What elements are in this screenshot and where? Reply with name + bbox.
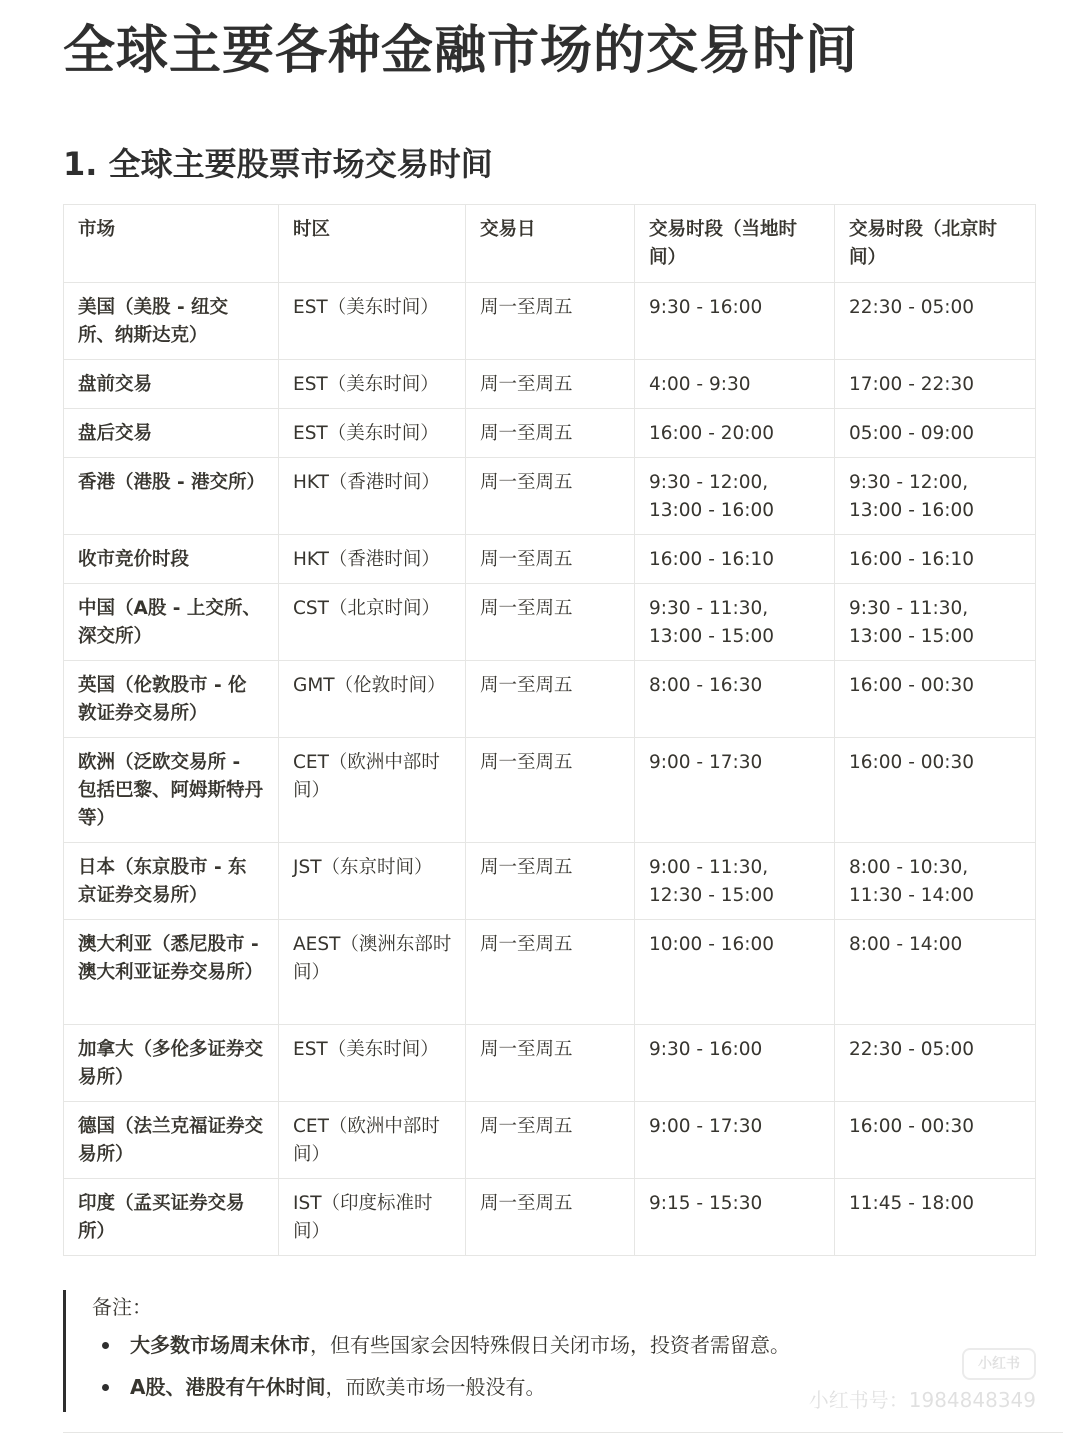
section-title: 1. 全球主要股票市场交易时间: [63, 145, 493, 183]
cell-trading-days: 周一至周五: [466, 920, 635, 1025]
cell-trading-days: 周一至周五: [466, 360, 635, 409]
cell-timezone: EST（美东时间）: [279, 283, 466, 360]
bullet-icon: [102, 1384, 109, 1391]
cell-beijing-session: 9:30 - 11:30, 13:00 - 15:00: [835, 584, 1036, 661]
cell-market: 英国（伦敦股市 - 伦敦证券交易所）: [64, 661, 279, 738]
cell-trading-days: 周一至周五: [466, 738, 635, 843]
cell-local-session: 9:15 - 15:30: [635, 1179, 835, 1256]
cell-timezone: EST（美东时间）: [279, 360, 466, 409]
column-header-timezone: 时区: [279, 205, 466, 283]
cell-beijing-session: 05:00 - 09:00: [835, 409, 1036, 458]
cell-trading-days: 周一至周五: [466, 1025, 635, 1102]
note-bold-text: A股、港股有午休时间: [130, 1375, 326, 1399]
market-hours-table: [63, 204, 1036, 1256]
cell-local-session: 4:00 - 9:30: [635, 360, 835, 409]
cell-timezone: HKT（香港时间）: [279, 458, 466, 535]
cell-timezone: AEST（澳洲东部时间）: [279, 920, 466, 1025]
column-header-market: 市场: [64, 205, 279, 283]
table-body: [64, 283, 1036, 1256]
table-row: [64, 283, 1036, 360]
cell-market: 香港（港股 - 港交所）: [64, 458, 279, 535]
column-header-trading-days: 交易日: [466, 205, 635, 283]
cell-timezone: GMT（伦敦时间）: [279, 661, 466, 738]
watermark-text: 小红书号：1984848349: [808, 1388, 1036, 1412]
table-row: [64, 1179, 1036, 1256]
cell-local-session: 9:30 - 16:00: [635, 1025, 835, 1102]
cell-timezone: EST（美东时间）: [279, 1025, 466, 1102]
cell-market: 日本（东京股市 - 东京证券交易所）: [64, 843, 279, 920]
note-text: ，但有些国家会因特殊假日关闭市场，投资者需留意。: [310, 1333, 790, 1357]
notes-label: 备注：: [92, 1295, 152, 1319]
table-row: [64, 458, 1036, 535]
table-row: [64, 584, 1036, 661]
table-row: [64, 409, 1036, 458]
cell-market: 德国（法兰克福证券交易所）: [64, 1102, 279, 1179]
cell-local-session: 9:00 - 17:30: [635, 1102, 835, 1179]
note-text: ，而欧美市场一般没有。: [325, 1375, 546, 1399]
cell-market: 欧洲（泛欧交易所 - 包括巴黎、阿姆斯特丹等）: [64, 738, 279, 843]
cell-beijing-session: 16:00 - 00:30: [835, 661, 1036, 738]
cell-timezone: CST（北京时间）: [279, 584, 466, 661]
table-header-row: [64, 205, 1036, 283]
cell-trading-days: 周一至周五: [466, 535, 635, 584]
cell-market: 盘后交易: [64, 409, 279, 458]
cell-local-session: 9:30 - 11:30, 13:00 - 15:00: [635, 584, 835, 661]
cell-trading-days: 周一至周五: [466, 1102, 635, 1179]
table-row: [64, 360, 1036, 409]
cell-trading-days: 周一至周五: [466, 409, 635, 458]
cell-trading-days: 周一至周五: [466, 458, 635, 535]
cell-beijing-session: 22:30 - 05:00: [835, 1025, 1036, 1102]
cell-beijing-session: 17:00 - 22:30: [835, 360, 1036, 409]
cell-timezone: HKT（香港时间）: [279, 535, 466, 584]
bullet-icon: [102, 1342, 109, 1349]
cell-trading-days: 周一至周五: [466, 1179, 635, 1256]
column-header-beijing-session: 交易时段（北京时间）: [835, 205, 1036, 283]
cell-market: 盘前交易: [64, 360, 279, 409]
cell-timezone: IST（印度标准时间）: [279, 1179, 466, 1256]
table-row: [64, 920, 1036, 1025]
cell-beijing-session: 8:00 - 14:00: [835, 920, 1036, 1025]
cell-beijing-session: 8:00 - 10:30, 11:30 - 14:00: [835, 843, 1036, 920]
cell-market: 印度（孟买证券交易所）: [64, 1179, 279, 1256]
cell-local-session: 9:00 - 11:30, 12:30 - 15:00: [635, 843, 835, 920]
table-row: [64, 535, 1036, 584]
cell-beijing-session: 16:00 - 00:30: [835, 1102, 1036, 1179]
cell-beijing-session: 16:00 - 16:10: [835, 535, 1036, 584]
cell-local-session: 9:00 - 17:30: [635, 738, 835, 843]
column-header-local-session: 交易时段（当地时间）: [635, 205, 835, 283]
cell-market: 收市竞价时段: [64, 535, 279, 584]
table-row: [64, 843, 1036, 920]
cell-local-session: 9:30 - 16:00: [635, 283, 835, 360]
cell-market: 澳大利亚（悉尼股市 - 澳大利亚证券交易所）: [64, 920, 279, 1025]
page-title: 全球主要各种金融市场的交易时间: [63, 21, 859, 81]
cell-beijing-session: 9:30 - 12:00, 13:00 - 16:00: [835, 458, 1036, 535]
cell-timezone: CET（欧洲中部时间）: [279, 1102, 466, 1179]
cell-market: 加拿大（多伦多证券交易所）: [64, 1025, 279, 1102]
cell-beijing-session: 16:00 - 00:30: [835, 738, 1036, 843]
bottom-divider: [63, 1432, 1063, 1433]
cell-trading-days: 周一至周五: [466, 283, 635, 360]
table-row: [64, 661, 1036, 738]
cell-local-session: 9:30 - 12:00, 13:00 - 16:00: [635, 458, 835, 535]
cell-market: 美国（美股 - 纽交所、纳斯达克）: [64, 283, 279, 360]
cell-timezone: EST（美东时间）: [279, 409, 466, 458]
cell-trading-days: 周一至周五: [466, 843, 635, 920]
cell-trading-days: 周一至周五: [466, 584, 635, 661]
cell-market: 中国（A股 - 上交所、深交所）: [64, 584, 279, 661]
cell-local-session: 8:00 - 16:30: [635, 661, 835, 738]
cell-local-session: 16:00 - 16:10: [635, 535, 835, 584]
cell-local-session: 16:00 - 20:00: [635, 409, 835, 458]
watermark-logo: 小红书: [962, 1348, 1036, 1380]
cell-timezone: CET（欧洲中部时间）: [279, 738, 466, 843]
table-row: [64, 1102, 1036, 1179]
table-row: [64, 738, 1036, 843]
cell-timezone: JST（东京时间）: [279, 843, 466, 920]
cell-beijing-session: 22:30 - 05:00: [835, 283, 1036, 360]
table-row: [64, 1025, 1036, 1102]
cell-beijing-session: 11:45 - 18:00: [835, 1179, 1036, 1256]
note-item: [92, 1330, 1064, 1360]
cell-trading-days: 周一至周五: [466, 661, 635, 738]
cell-local-session: 10:00 - 16:00: [635, 920, 835, 1025]
note-bold-text: 大多数市场周末休市: [130, 1333, 310, 1357]
